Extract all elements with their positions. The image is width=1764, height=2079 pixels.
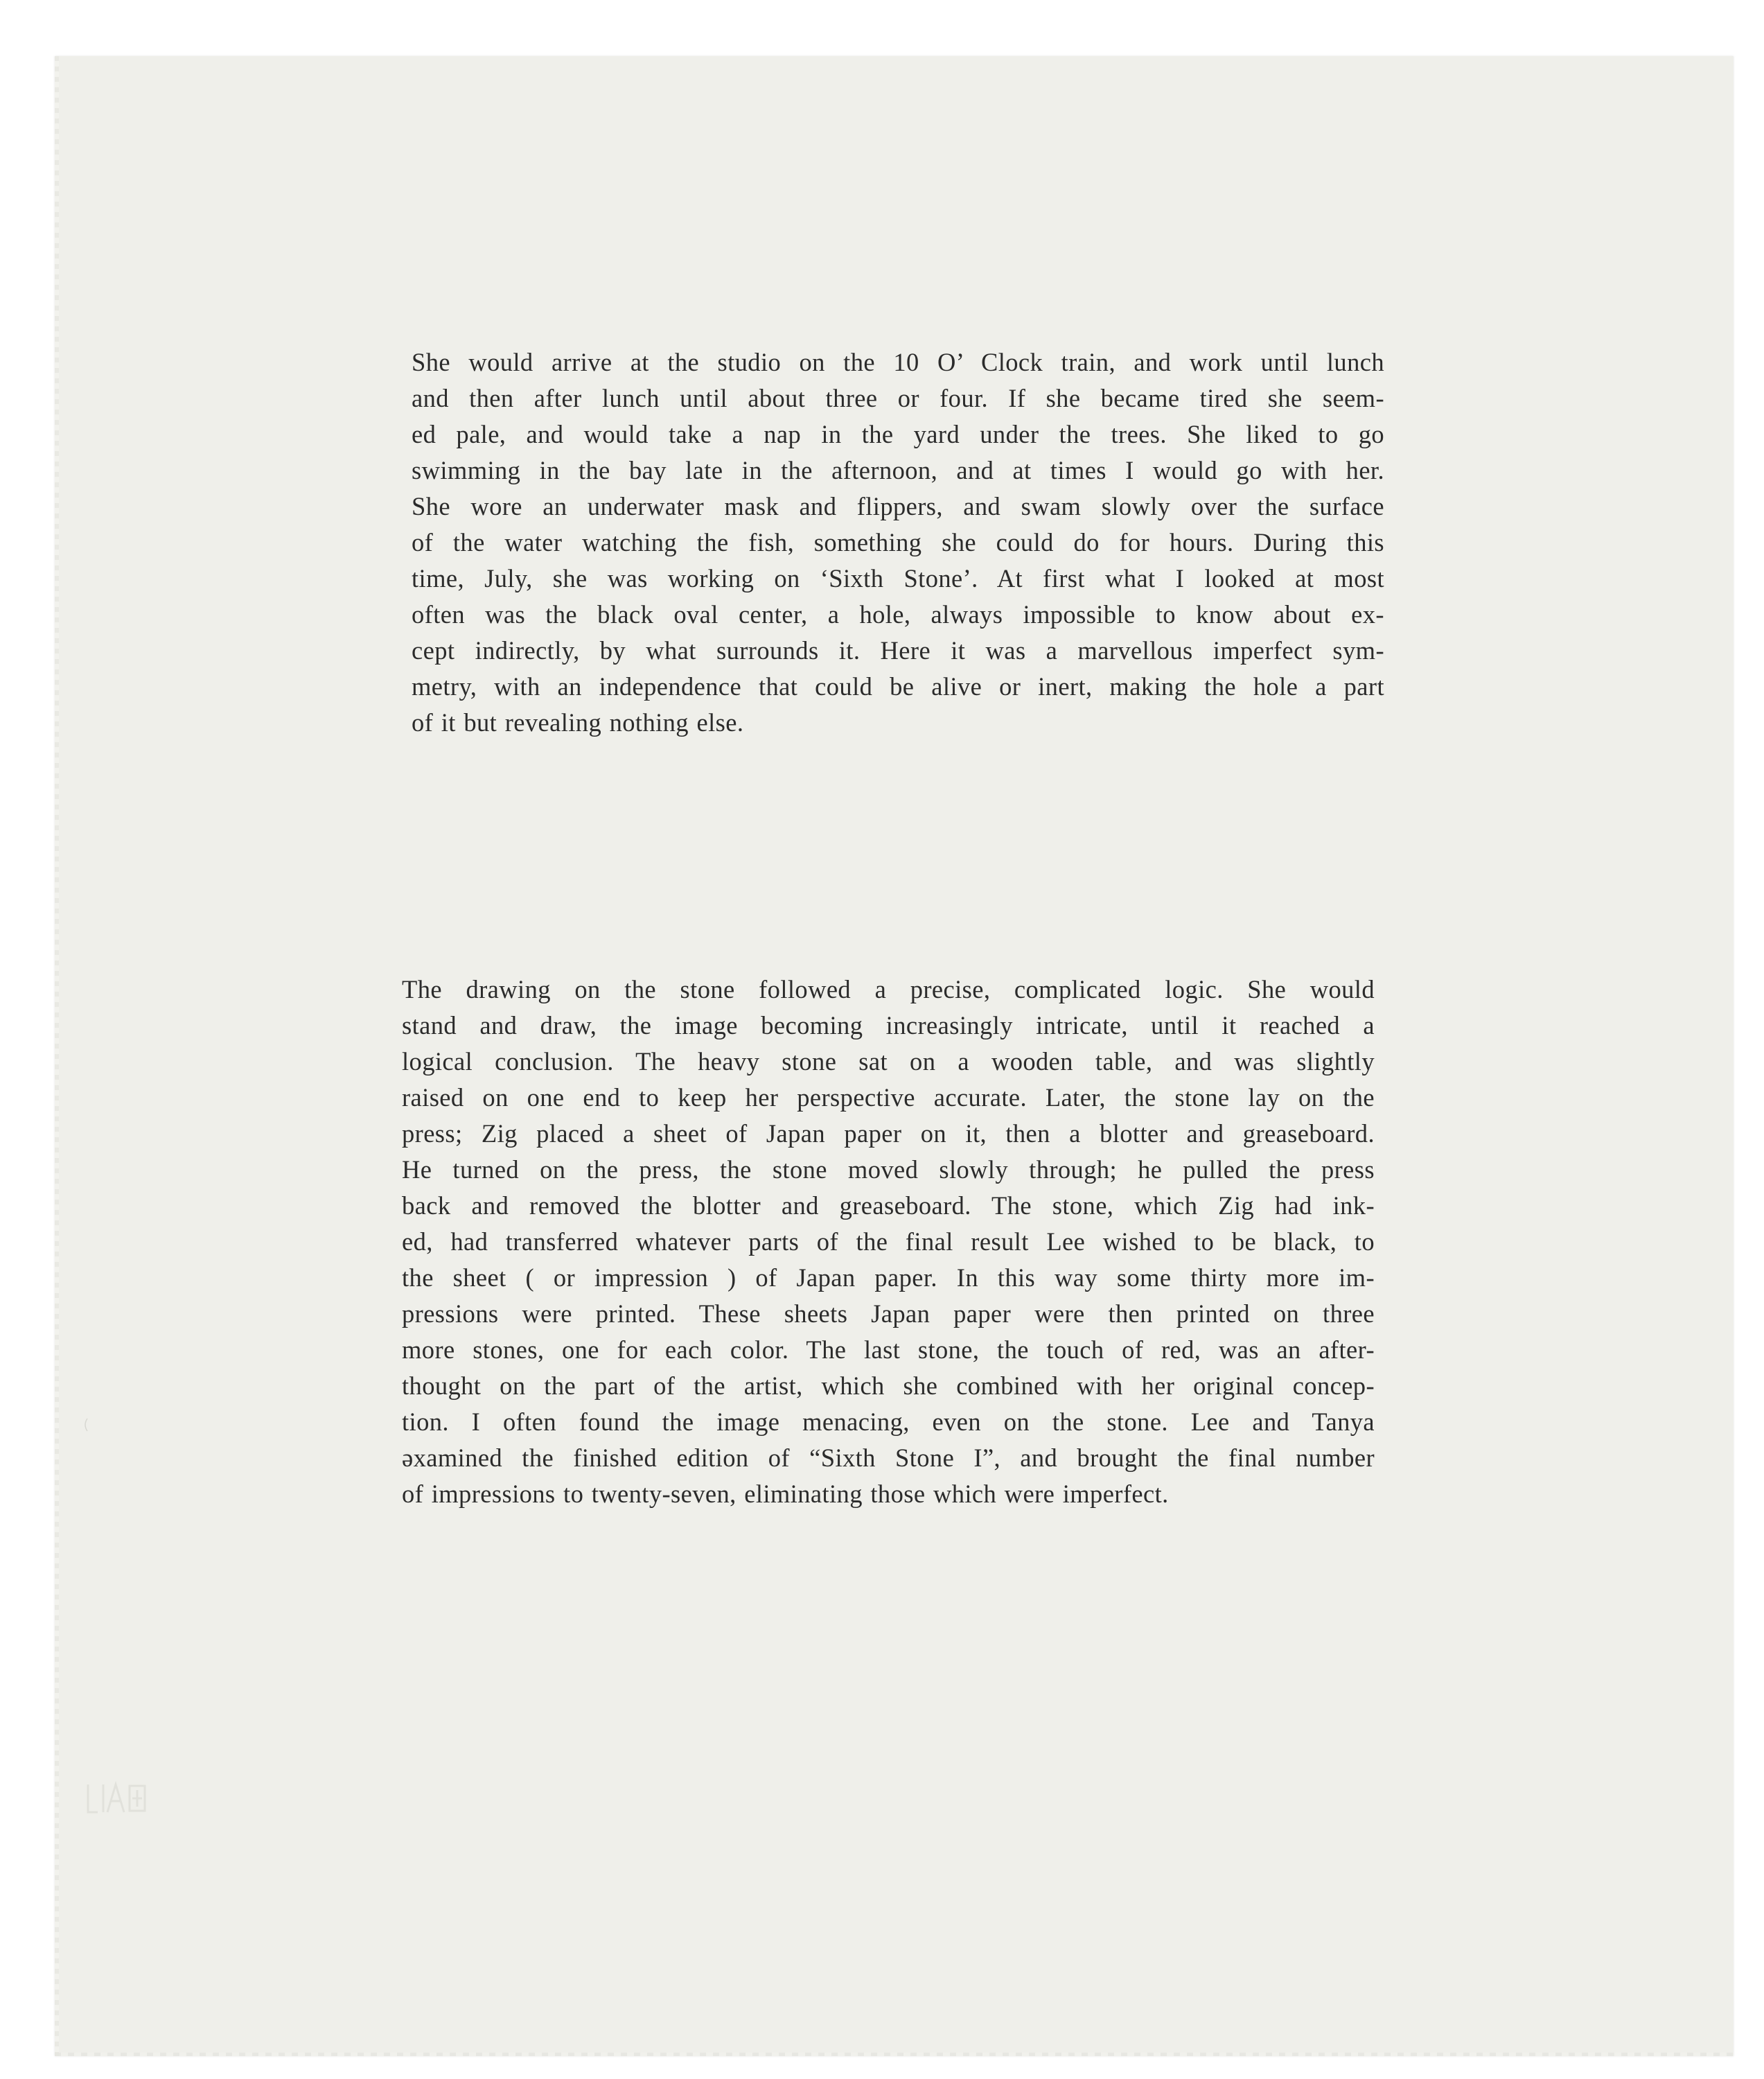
paragraph-1: [412, 344, 1384, 741]
text-line: The drawing on the stone followed a precise, complicated logic. She would: [402, 975, 1375, 1003]
text-line: time, July, she was working on ‘Sixth Stone’. At first what I looked at most: [412, 564, 1384, 593]
text-line: logical conclusion. The heavy stone sat on a wooden table, and was slightly: [402, 1047, 1375, 1076]
text-line: swimming in the bay late in the afternoon, and at times I would go with her.: [412, 456, 1384, 484]
text-line: stand and draw, the image becoming increasingly intricate, until it reached a: [402, 1011, 1375, 1040]
text-line: cept indirectly, by what surrounds it. Here it was a marvellous imperfect sym-: [412, 636, 1384, 665]
text-line: the sheet ( or impression ) of Japan paper. In this way some thirty more im-: [402, 1263, 1375, 1292]
paper-mark: [82, 1418, 89, 1432]
text-line: əxamined the finished edition of “Sixth Stone I”, and brought the final number: [402, 1444, 1375, 1472]
text-line: He turned on the press, the stone moved slowly through; he pulled the press: [402, 1155, 1375, 1184]
text-line: and then after lunch until about three or four. If she became tired she seem-: [412, 384, 1384, 412]
paragraph-2: [402, 972, 1375, 1512]
text-line: back and removed the blotter and greaseboard. The stone, which Zig had ink-: [402, 1191, 1375, 1220]
text-line: raised on one end to keep her perspective accurate. Later, the stone lay on the: [402, 1083, 1375, 1112]
text-line: press; Zig placed a sheet of Japan paper on it, then a blotter and greaseboard.: [402, 1119, 1375, 1148]
text-line: metry, with an independence that could be alive or inert, making the hole a part: [412, 672, 1384, 701]
text-line: She would arrive at the studio on the 10 O’ Clock train, and work until lunch: [412, 348, 1384, 376]
text-line: tion. I often found the image menacing, even on the stone. Lee and Tanya: [402, 1407, 1375, 1436]
text-line: thought on the part of the artist, which she combined with her original concep-: [402, 1371, 1375, 1400]
ulae-chop-mark: [84, 1779, 150, 1818]
text-line: of impressions to twenty-seven, eliminating those which were imperfect.: [402, 1480, 1169, 1508]
text-line: of it but revealing nothing else.: [412, 708, 744, 737]
text-line: pressions were printed. These sheets Japan paper were then printed on three: [402, 1299, 1375, 1328]
text-line: She wore an underwater mask and flippers, and swam slowly over the surface: [412, 492, 1384, 520]
text-line: often was the black oval center, a hole, always impossible to know about ex-: [412, 600, 1384, 629]
text-line: ed, had transferred whatever parts of the final result Lee wished to be black, to: [402, 1227, 1375, 1256]
text-line: more stones, one for each color. The last stone, the touch of red, was an after-: [402, 1335, 1375, 1364]
text-line: ed pale, and would take a nap in the yard under the trees. She liked to go: [412, 420, 1384, 448]
text-line: of the water watching the fish, something she could do for hours. During this: [412, 528, 1384, 556]
